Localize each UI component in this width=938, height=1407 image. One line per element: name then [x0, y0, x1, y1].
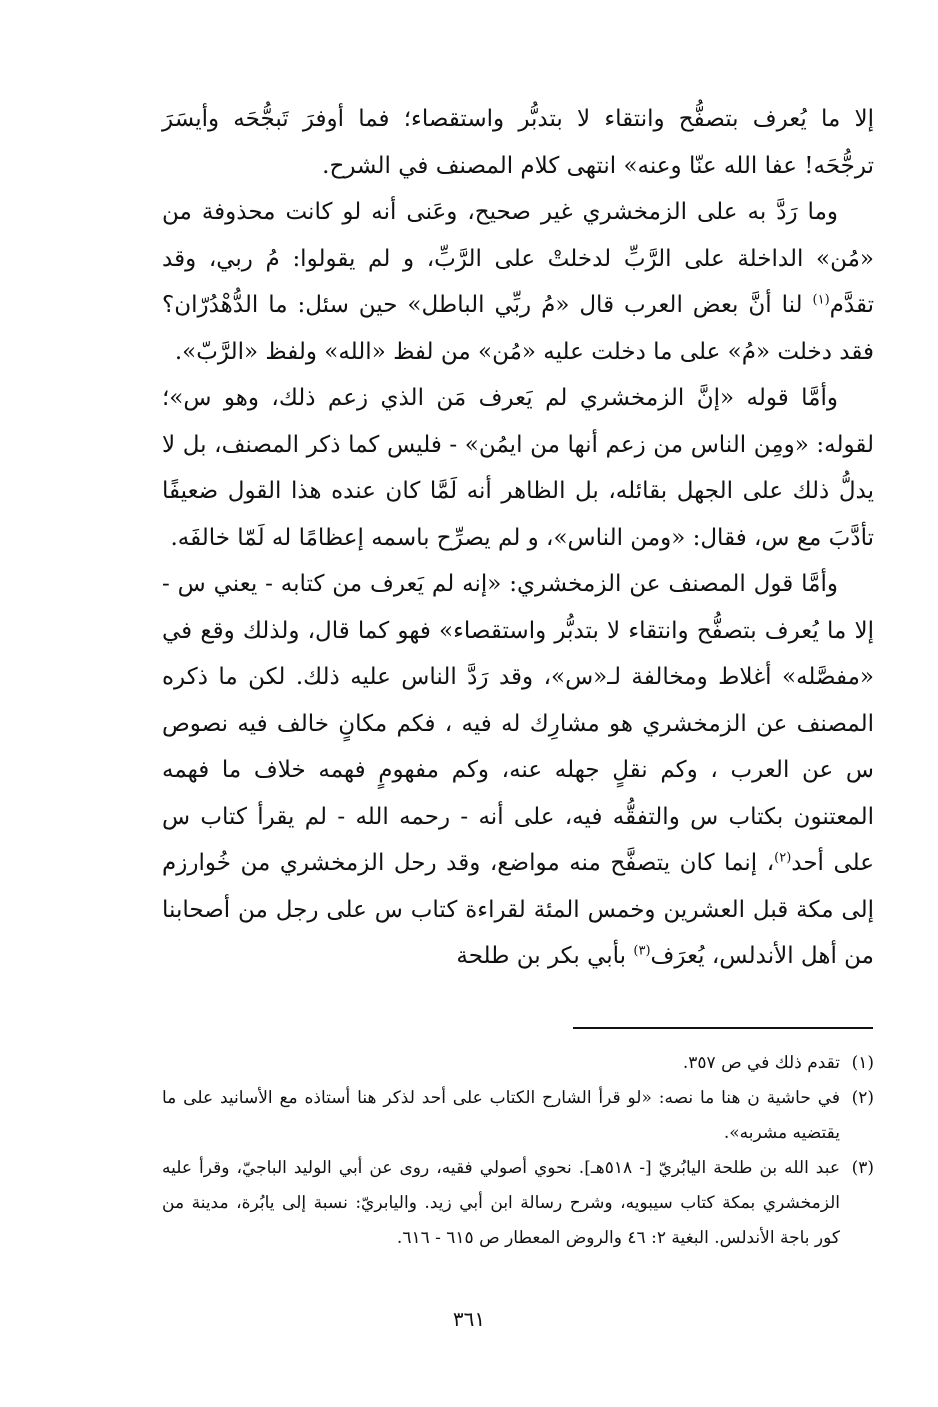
footnote-3	[162, 1151, 874, 1256]
footnotes	[162, 1046, 874, 1256]
footnote-2	[162, 1081, 874, 1151]
paragraph-1-text: إلا ما يُعرف بتصفُّح وانتقاء لا بتدبُّر واستقصاء؛ فما أوفرَ تَبجُّحَه وأيسَرَ ترجُّحَه! عفا الله عنّا وعنه» انتهى كلام المصنف في الشرح.	[162, 106, 874, 179]
paragraph-3-text: وأمَّا قوله «إنَّ الزمخشري لم يَعرف مَن الذي زعم ذلك، وهو س»؛ لقوله: «ومِن الناس من زعم أنها من ايمُن» - فليس كما ذكر المصنف، بل لا يدلُّ ذلك على الجهل بقائله، بل الظاهر أنه لَمَّا كان عنده هذا القول ضعيفًا تأدَّبَ مع س، فقال: «ومن الناس»، و لم يصرِّح باسمه إعظامًا له لَمّا خالفَه.	[162, 385, 874, 551]
paragraph-2	[162, 189, 874, 375]
footnote-ref-3: (٣)	[633, 943, 651, 959]
footnote-1	[162, 1046, 874, 1081]
footnote-text: عبد الله بن طلحة اليابُريّ [- ٥١٨هـ]. نحوي أصولي فقيه، روى عن أبي الوليد الباجيّ، وقرأ عليه الزمخشري بمكة كتاب سيبويه، وشرح رسالة ابن أبي زيد. واليابريّ: نسبة إلى يابُرة، مدينة من كور باجة الأندلس. البغية ٢: ٤٦ والروض المعطار ص ٦١٥ - ٦١٦.	[162, 1158, 840, 1248]
footnote-text: تقدم ذلك في ص ٣٥٧.	[682, 1053, 840, 1073]
footnote-number: (٣)	[851, 1158, 874, 1178]
footnote-number: (١)	[851, 1053, 874, 1073]
main-text	[162, 96, 874, 980]
footnote-separator	[573, 1027, 873, 1029]
paragraph-4-text-c: بأبي بكر بن طلحة	[456, 943, 634, 969]
paragraph-3	[162, 375, 874, 561]
paragraph-2-text-a: وما رَدَّ به على الزمخشري غير صحيح، وعَنى أنه لو كانت محذوفة من «مُن» الداخلة على الرَّبِّ لدخلتْ على الرَّبِّ، و لم يقولوا: مُ ربي، وقد تقدَّم	[162, 199, 874, 318]
paragraph-4-text-b: ، إنما كان يتصفَّح منه مواضع، وقد رحل الزمخشري من خُوارزم إلى مكة قبل العشرين وخمس المئة لقراءة كتاب س على رجل من أصحابنا من أهل الأندلس، يُعرَف	[162, 850, 874, 969]
footnote-text: في حاشية ن هنا ما نصه: «لو قرأ الشارح الكتاب على أحد لذكر هنا أستاذه مع الأسانيد على ما يقتضيه مشربه».	[162, 1088, 840, 1143]
footnote-ref-2: (٢)	[774, 850, 792, 866]
footnote-number: (٢)	[851, 1088, 874, 1108]
footnote-ref-1: (١)	[812, 292, 830, 308]
page-number: ٣٦١	[452, 1307, 486, 1331]
paragraph-4-text-a: وأمَّا قول المصنف عن الزمخشري: «إنه لم يَعرف من كتابه - يعني س - إلا ما يُعرف بتصفُّح وانتقاء لا بتدبُّر واستقصاء» فهو كما قال، ولذلك وقع في «مفصَّله» أغلاط ومخالفة لـ«س»، وقد رَدَّ الناس عليه ذلك. لكن ما ذكره المصنف عن الزمخشري هو مشارِك له فيه ، فكم مكانٍ خالف فيه نصوص س عن العرب ، وكم نقلٍ جهله عنه، وكم مفهومٍ فهمه خلاف ما فهمه المعتنون بكتاب س والتفقُّه فيه، على أنه - رحمه الله - لم يقرأ كتاب س على أحد	[162, 571, 874, 876]
paragraph-4	[162, 561, 874, 980]
paragraph-2-text-b: لنا أنَّ بعض العرب قال «مُ ربِّي الباطل» حين سئل: ما الدُّهْدُرّان؟ فقد دخلت «مُ» على ما دخلت عليه «مُن» من لفظ «الله» ولفظ «الرَّبّ».	[162, 292, 874, 365]
paragraph-1	[162, 96, 874, 189]
